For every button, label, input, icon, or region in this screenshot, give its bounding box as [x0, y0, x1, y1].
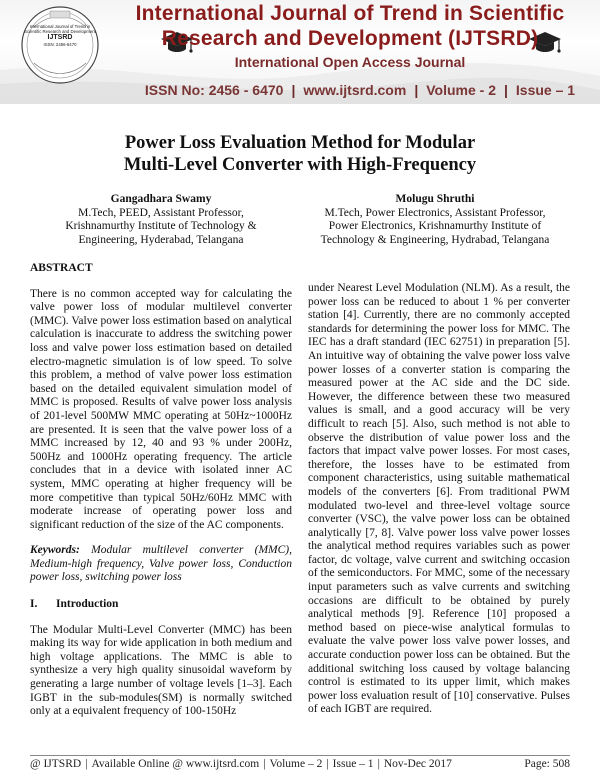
paper-title-line-1: Power Loss Evaluation Method for Modular — [124, 133, 476, 153]
author-affiliation-line: Power Electronics, Krishnamurthy Institute of — [328, 220, 542, 232]
paper-title — [40, 132, 560, 176]
page-footer — [30, 758, 570, 770]
author-affiliation-line: Krishnamurthy Institute of Technology & — [65, 220, 257, 232]
journal-website-link[interactable]: www.ijtsrd.com — [303, 82, 407, 98]
footer-volume: Volume – 2 — [269, 758, 323, 770]
right-column — [308, 282, 570, 729]
logo-text — [22, 24, 98, 48]
paper-title-line-2: Multi-Level Converter with High-Frequency — [123, 155, 477, 175]
logo-acronym: IJTSRD — [47, 34, 73, 42]
journal-subtitle: International Open Access Journal — [234, 54, 466, 70]
keywords-label: Keywords: — [30, 544, 80, 557]
footer-site: @ IJTSRD — [30, 758, 82, 770]
author-block-2 — [304, 193, 566, 247]
author-name: Molugu Shruthi — [395, 193, 475, 205]
keywords — [30, 544, 292, 585]
author-affiliation-line: M.Tech, PEED, Assistant Professor, — [78, 206, 244, 219]
journal-header-banner — [0, 0, 600, 104]
footer-info: @ IJTSRD | Available Online @ www.ijtsrd.com | Volume – 2 | Issue – 1 | Nov-Dec 2017 — [30, 758, 452, 770]
logo-top-text: International Journal of Trend in Scientific Research and Development — [24, 24, 96, 35]
issn-bar: ISSN No: 2456 - 6470 | www.ijtsrd.com | Volume - 2 | Issue – 1 — [144, 82, 576, 98]
issue-label: Issue – 1 — [515, 82, 576, 98]
footer-issue: Issue – 1 — [332, 758, 374, 770]
abstract-text: There is no common accepted way for calculating the valve power loss of modular multilevel converter (MMC). Valve power loss estimation based on analytical calculation is inaccurate to address the switching power loss and valve power loss estimation based on detailed electro-magnetic simulation is of low speed. To solve this problem, a method of valve power loss estimation based on the detailed equivalent simulation model of MMC is proposed. Results of valve power loss analysis of 201-level 500MW MMC operating at 50Hz~1000Hz are presented. It is seen that the valve power loss of a MMC increased by 12, 40 and 93 % under 200Hz, 500Hz and 1000Hz operating frequency. The article concludes that in a device with isolated inner AC system, MMC operating at higher frequency will be more competitive than typical 50Hz/60Hz MMC with moderate increase of operating power loss and significant reduction of the size of the AC components. — [30, 287, 292, 531]
abstract-heading: ABSTRACT — [30, 262, 93, 274]
footer-divider — [30, 755, 570, 756]
keywords-text: Modular multilevel converter (MMC), Medium-high frequency, Valve power loss, Conduction power loss, switching power loss — [30, 544, 292, 584]
author-name: Gangadhara Swamy — [110, 193, 212, 205]
left-column — [30, 262, 292, 731]
issn-number: ISSN No: 2456 - 6470 — [144, 82, 284, 98]
volume-label: Volume - 2 — [426, 82, 496, 98]
logo-issn: ISSN: 2456-6470 — [43, 42, 77, 48]
right-column-text: under Nearest Level Modulation (NLM). As a result, the power loss can be reduced to about 1 % per converter station [4]. Currently, there are no commonly accepted standards for determining the power loss for MMC. The IEC has a draft standard (IEC 62751) in preparation [5]. An intuitive way of obtaining the valve power loss valve power losses of a converter station is comparing the measured power at the AC side and the DC side. However, the difference between these two measured values is small, and a good accuracy will be very difficult to reach [5]. Also, such method is not able to observe the distribution of value power loss and the factors that impact valve power losses. For most cases, therefore, the losses have to be estimated from component characteristics, using suitable mathematical models of the converters [6]. From traditional PWM modulated two-level and three-level voltage source converter (VSC), the valve power loss can be obtained analytically [7, 8]. Valve power loss valve power losses the analytical method requires variables such as power factor, dc voltage, valve current and switching occasion of the semiconductors. For MMC, some of the necessary input parameters such as valve currents and switching occasions are difficult to be obtained by purely analytical methods [9]. Reference [10] proposed a method based on piece-wise analytical formulas to evaluate the valve power loss valve power losses, and accurate conduction power loss can be obtained. But the additional switching loss caused by voltage balancing control is estimated to its upper limit, which makes power loss evaluation result of [10] conservative. Pulses of each IGBT are required. — [308, 282, 570, 716]
author-affiliation-line: Technology & Engineering, Hydrabad, Telangana — [320, 233, 550, 246]
author-affiliation-line: M.Tech, Power Electronics, Assistant Professor, — [324, 206, 546, 219]
footer-available-link[interactable]: Available Online @ www.ijtsrd.com — [91, 758, 260, 770]
journal-title-line-1: International Journal of Trend in Scientific — [135, 2, 565, 25]
section-title: Introduction — [56, 598, 119, 611]
footer-date: Nov-Dec 2017 — [383, 758, 452, 770]
journal-title-line-2: Research and Development (IJTSRD) — [161, 27, 539, 50]
author-affiliation-line: Engineering, Hyderabad, Telangana — [78, 233, 244, 246]
introduction-heading — [30, 598, 292, 612]
section-number: I. — [30, 598, 38, 611]
introduction-text: The Modular Multi-Level Converter (MMC) has been making its way for wide application in both medium and high voltage applications. The MMC is able to synthesize a very high quality sinusoidal waveform by generating a large number of voltage levels [1–3]. Each IGBT in the sub-modules(SM) is normally switched only at a equivalent frequency of 100-150Hz — [30, 623, 292, 718]
footer-page-number: Page: 508 — [524, 758, 570, 770]
author-block-1 — [30, 193, 292, 247]
